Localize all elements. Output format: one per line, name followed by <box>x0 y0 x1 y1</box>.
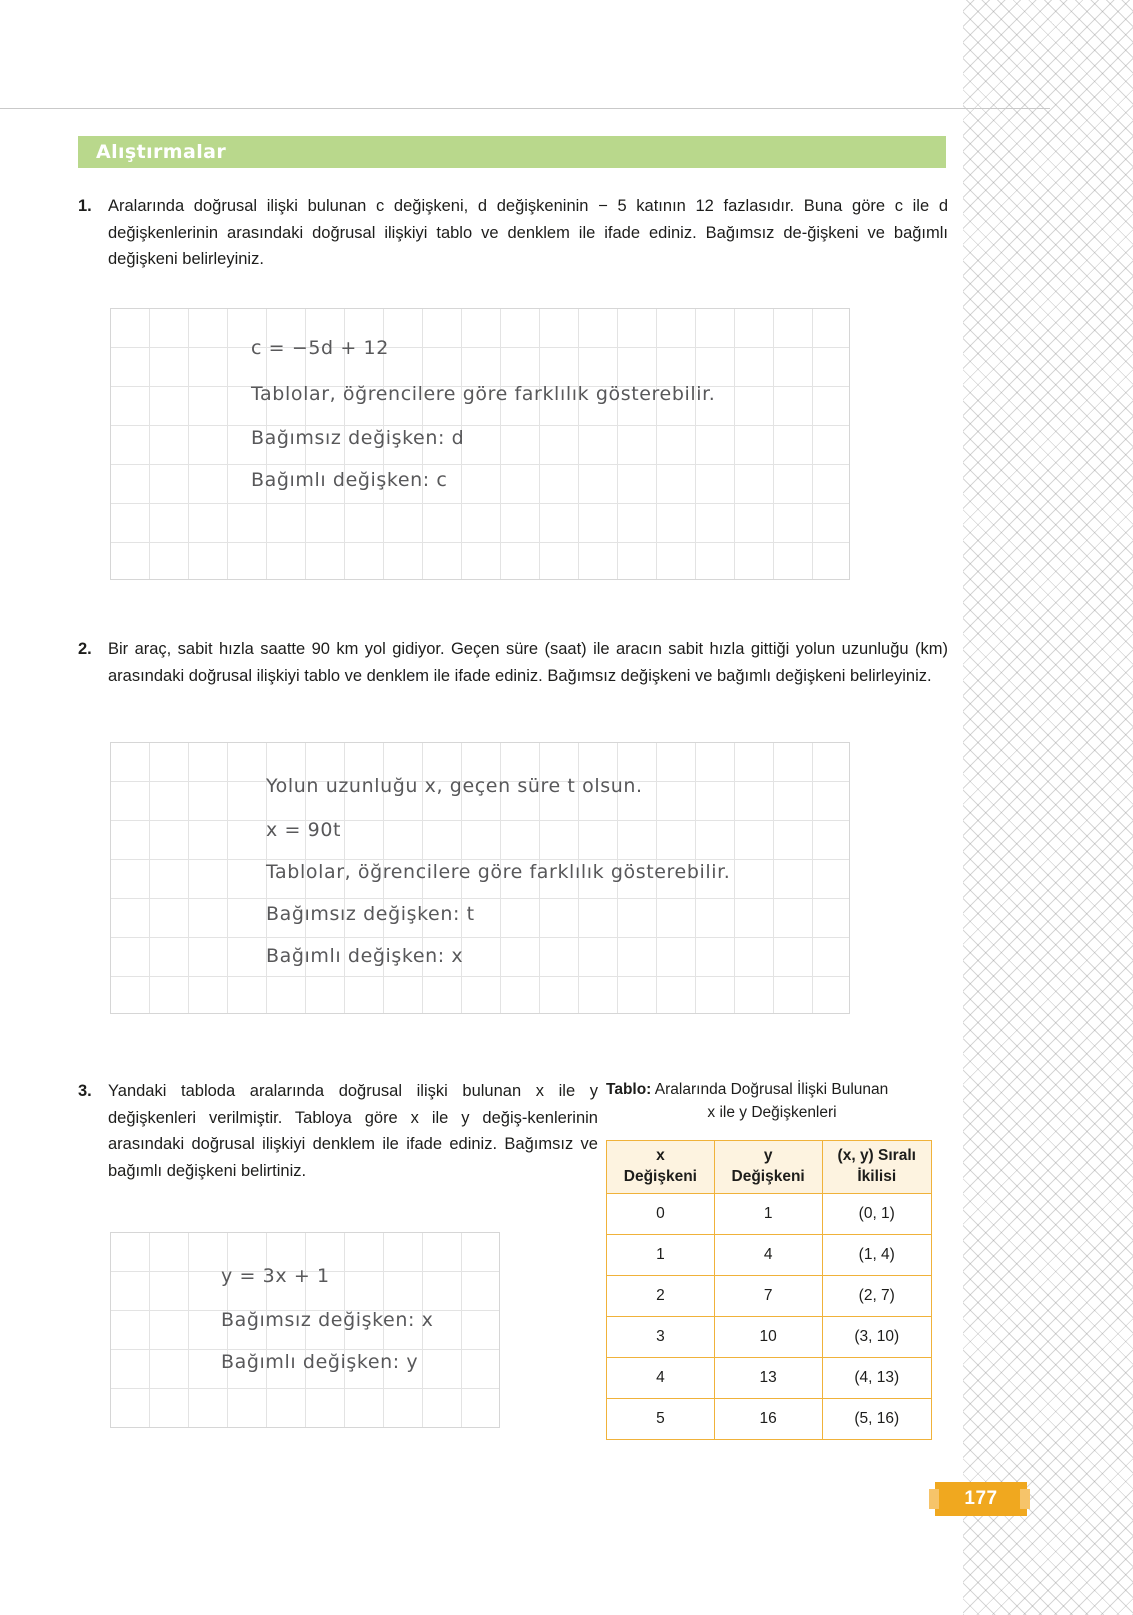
page-number-tab <box>935 1482 1027 1516</box>
page-number: 177 <box>964 1488 998 1509</box>
page-tab-notch-right <box>1020 1489 1030 1509</box>
answer-3-line-2: Bağımsız değişken: x <box>221 1309 434 1331</box>
cell-x: 2 <box>607 1276 715 1317</box>
answer-1-line-1: c = −5d + 12 <box>251 337 389 359</box>
answer-grid-1 <box>110 308 850 580</box>
table-row <box>607 1317 932 1358</box>
table-row <box>607 1194 932 1235</box>
cell-x: 3 <box>607 1317 715 1358</box>
question-3 <box>78 1078 598 1185</box>
answer-1-line-2: Tablolar, öğrencilere göre farklılık gösterebilir. <box>251 383 716 405</box>
table-header-x <box>607 1141 715 1194</box>
table-caption-lead: Tablo: <box>606 1081 652 1098</box>
table-row <box>607 1276 932 1317</box>
cell-pair: (1, 4) <box>822 1235 932 1276</box>
table-caption <box>606 1078 938 1125</box>
page-tab-notch-left <box>929 1489 939 1509</box>
answer-3-line-1: y = 3x + 1 <box>221 1265 330 1287</box>
table-row <box>607 1399 932 1440</box>
table-header-x-line1: x <box>656 1147 665 1165</box>
cell-y: 10 <box>714 1317 822 1358</box>
table-header-x-line2: Değişkeni <box>623 1168 697 1185</box>
cell-pair: (2, 7) <box>822 1276 932 1317</box>
table-header-pair <box>822 1141 932 1194</box>
cell-y: 16 <box>714 1399 822 1440</box>
cell-y: 13 <box>714 1358 822 1399</box>
cell-pair: (0, 1) <box>822 1194 932 1235</box>
table-caption-line2: x ile y Değişkenleri <box>707 1104 837 1122</box>
question-1 <box>78 193 950 273</box>
table-header-row <box>607 1141 932 1194</box>
answer-grid-3 <box>110 1232 500 1428</box>
answer-2-line-4: Bağımsız değişken: t <box>266 903 475 925</box>
cell-x: 1 <box>607 1235 715 1276</box>
section-header-alistirmalar <box>78 136 946 168</box>
table-header-pair-line1: (x, y) Sıralı <box>837 1147 916 1165</box>
answer-2-line-1: Yolun uzunluğu x, geçen süre t olsun. <box>266 775 643 797</box>
top-divider <box>0 108 1050 109</box>
answer-2-line-2: x = 90t <box>266 819 342 841</box>
linear-relation-table <box>606 1140 932 1440</box>
table-header-pair-line2: İkilisi <box>857 1168 897 1185</box>
question-2 <box>78 636 950 689</box>
question-3-number: 3. <box>78 1082 92 1100</box>
table-caption-rest: Aralarında Doğrusal İlişki Bulunan <box>651 1081 889 1098</box>
question-3-text: Yandaki tabloda aralarında doğrusal ilişki bulunan x ile y değişkenleri verilmiştir. Tabloya göre x ile y değiş-kenlerinin arasındaki doğrusal ilişkiyi denklem ile ifade ediniz. Bağımsız ve bağımlı değişkeni belirtiniz. <box>108 1082 598 1181</box>
cell-pair: (3, 10) <box>822 1317 932 1358</box>
cell-y: 1 <box>714 1194 822 1235</box>
cell-x: 4 <box>607 1358 715 1399</box>
question-1-text: Aralarında doğrusal ilişki bulunan c değişkeni, d değişkeninin − 5 katının 12 fazlasıdır. Buna göre c ile d değişkenlerinin arasındaki doğrusal ilişkiyi tablo ve denklem ile ifade ediniz. Bağımsız de-ğişkeni ve bağımlı değişkeni belirleyiniz. <box>108 197 948 269</box>
table-header-y <box>714 1141 822 1194</box>
table-row <box>607 1358 932 1399</box>
table-header-y-line1: y <box>763 1147 773 1165</box>
question-2-number: 2. <box>78 640 92 658</box>
table-header-y-line2: Değişkeni <box>731 1168 805 1185</box>
cell-pair: (5, 16) <box>822 1399 932 1440</box>
answer-grid-2 <box>110 742 850 1014</box>
question-2-text: Bir araç, sabit hızla saatte 90 km yol gidiyor. Geçen süre (saat) ile aracın sabit hızla gittiği yolun uzunluğu (km) arasındaki doğrusal ilişkiyi tablo ve denklem ile ifade ediniz. Bağımsız değişkeni ve bağımlı değişkeni belirleyiniz. <box>108 640 948 685</box>
cell-x: 5 <box>607 1399 715 1440</box>
table-row <box>607 1235 932 1276</box>
cell-pair: (4, 13) <box>822 1358 932 1399</box>
question-1-number: 1. <box>78 197 92 215</box>
section-title: Alıştırmalar <box>96 141 227 163</box>
answer-2-line-5: Bağımlı değişken: x <box>266 945 464 967</box>
cell-y: 7 <box>714 1276 822 1317</box>
cell-y: 4 <box>714 1235 822 1276</box>
answer-1-line-4: Bağımlı değişken: c <box>251 469 448 491</box>
answer-3-line-3: Bağımlı değişken: y <box>221 1351 419 1373</box>
answer-2-line-3: Tablolar, öğrencilere göre farklılık gösterebilir. <box>266 861 731 883</box>
answer-1-line-3: Bağımsız değişken: d <box>251 427 465 449</box>
cell-x: 0 <box>607 1194 715 1235</box>
